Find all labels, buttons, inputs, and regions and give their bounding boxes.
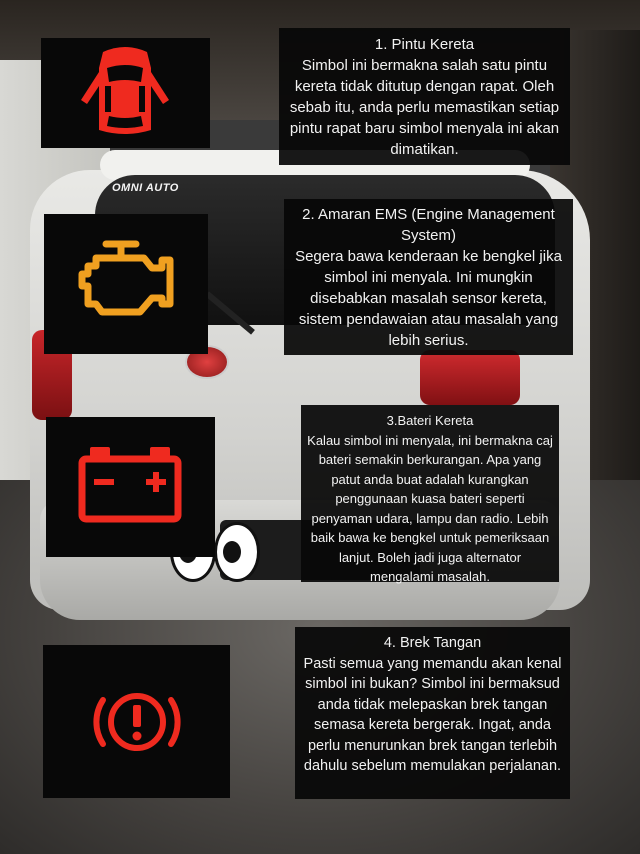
- panel-title: 1. Pintu Kereta: [374, 36, 475, 53]
- info-panel-engine: [284, 199, 573, 355]
- panel-body: Pasti semua yang memandu akan kenal simbol ini bukan? Simbol ini bermaksud anda tidak melepaskan brek tangan semasa kereta bergerak. Ingat, anda perlu menurunkan brek tangan terlebih dahulu sebelum memulakan perjalanan.: [303, 655, 562, 774]
- car-sticker: OMNI AUTO: [112, 182, 179, 194]
- car-door-open-icon: [41, 38, 210, 148]
- info-panel-door: [279, 28, 570, 165]
- battery-icon: [46, 417, 215, 557]
- panel-body: Segera bawa kenderaan ke bengkel jika simbol ini menyala. Ini mungkin disebabkan masalah sensor kereta, sistem pendawaian atau masalah yang lebih serius.: [295, 248, 562, 349]
- panel-title: 2. Amaran EMS (Engine Management System): [302, 206, 555, 244]
- icon-box-engine: [44, 214, 208, 354]
- info-panel-battery: [301, 405, 559, 582]
- check-engine-icon: [44, 214, 208, 354]
- brake-warning-icon: [43, 645, 230, 798]
- icon-box-battery: [46, 417, 215, 557]
- googly-eye-right: [214, 522, 260, 582]
- info-panel-brake: [295, 627, 570, 799]
- panel-title: 4. Brek Tangan: [383, 635, 482, 651]
- car-tail-light-right: [420, 350, 520, 405]
- panel-body: Kalau simbol ini menyala, ini bermakna caj bateri semakin berkurangan. Apa yang patut anda buat adalah kurangkan penggunaan kuasa bateri seperti penyaman udara, lampu dan radio. Lebih baik bawa ke bengkel untuk pemeriksaan lanjut. Boleh jadi juga alternator mengalami masalah.: [307, 432, 553, 584]
- icon-box-brake: [43, 645, 230, 798]
- panel-title: 3.Bateri Kereta: [386, 413, 474, 428]
- icon-box-door: [41, 38, 210, 148]
- panel-body: Simbol ini bermakna salah satu pintu kereta tidak ditutup dengan rapat. Oleh sebab itu, anda perlu memastikan setiap pintu rapat baru simbol menyala ini akan dimatikan.: [289, 57, 560, 158]
